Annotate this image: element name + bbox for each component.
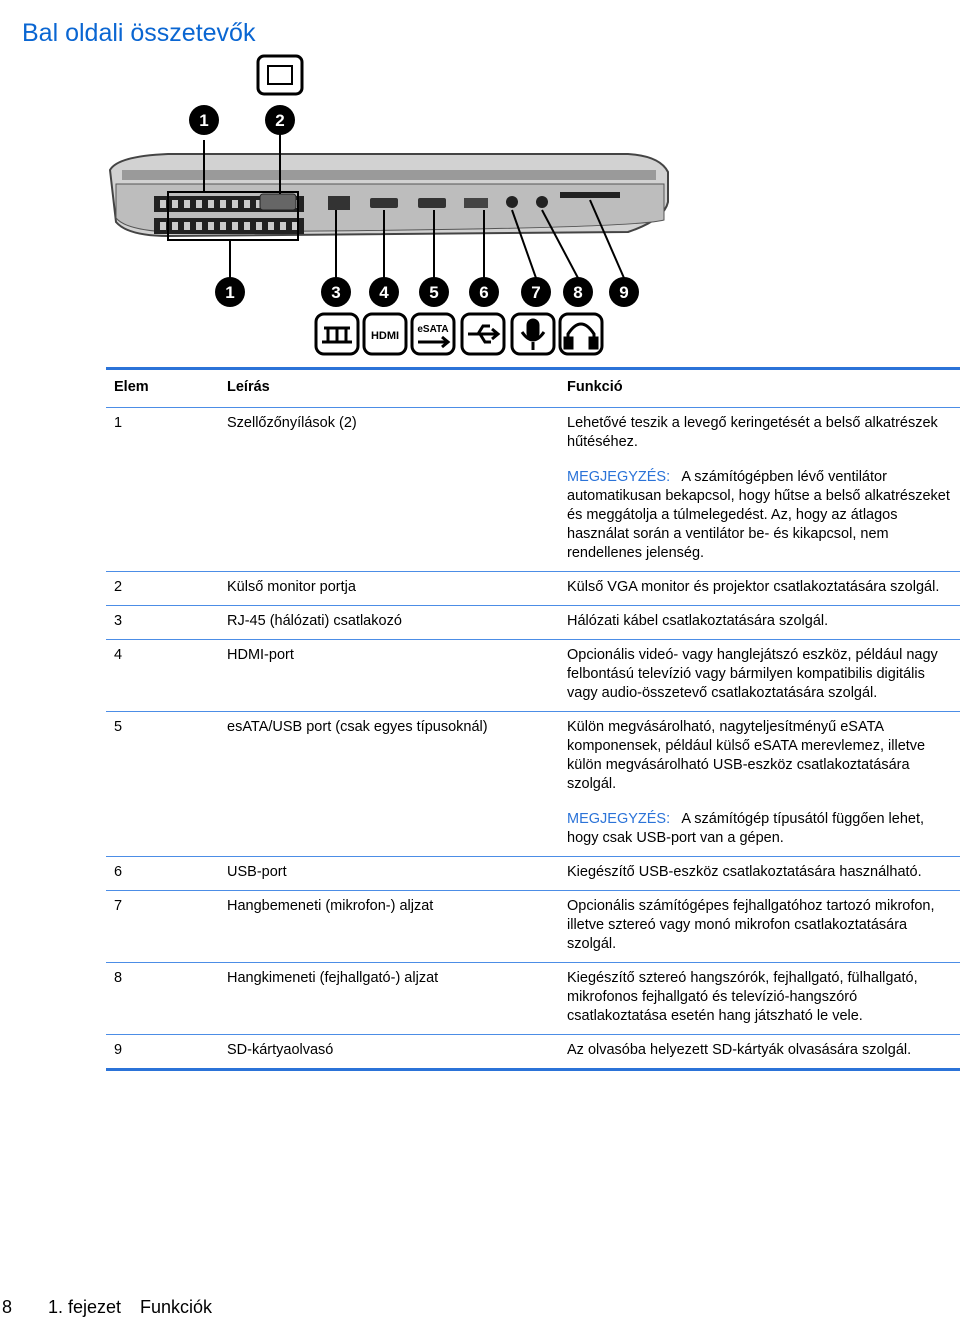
svg-text:2: 2 bbox=[275, 111, 285, 130]
table-row: 9 SD-kártyaolvasó Az olvasóba helyezett SD-kártyák olvasására szolgál. bbox=[106, 1034, 960, 1068]
hdmi-icon-label: HDMI bbox=[370, 330, 400, 342]
table-row: 4 HDMI-port Opcionális videó- vagy hanglejátszó eszköz, például nagy felbontású televízió vagy bármilyen kompatibilis digitális vagy audio-összetevő csatlakoztatására szolgál. bbox=[106, 639, 960, 711]
table-row: 3 RJ-45 (hálózati) csatlakozó Hálózati kábel csatlakoztatására szolgál. bbox=[106, 605, 960, 639]
note-label: MEGJEGYZÉS: bbox=[567, 811, 671, 827]
table-row: 1 Szellőzőnyílások (2) Lehetővé teszik a levegő keringetését a belső alkatrészek hűtéséhez. MEGJEGYZÉS: A számítógépben lévő ventilátor automatikusan bekapcsol, hogy hűtse a belső alkatrészeket és meggátolja a túlmelegedést. Az, hogy az átlagos használat során a ventilátor be- és kikapcsol, nem rendellenes jelenség. bbox=[106, 407, 960, 571]
table-header bbox=[106, 370, 960, 407]
svg-text:7: 7 bbox=[531, 283, 541, 302]
svg-text:8: 8 bbox=[573, 283, 583, 302]
page-number: 8 bbox=[2, 1297, 13, 1317]
svg-text:5: 5 bbox=[429, 283, 439, 302]
note: MEGJEGYZÉS: A számítógépben lévő ventilátor automatikusan bekapcsol, hogy hűtse a belső alkatrészeket és meggátolja a túlmelegedést. Az, hogy az átlagos használat során a ventilátor be- és kikapcsol, nem rendellenes jelenség. bbox=[567, 469, 950, 561]
svg-text:1: 1 bbox=[199, 111, 209, 130]
callout-1-bottom bbox=[215, 277, 245, 307]
usb-port bbox=[464, 198, 488, 208]
sd-card-slot bbox=[560, 192, 620, 198]
laptop-left-side-figure bbox=[108, 52, 678, 360]
callout-1-top bbox=[189, 105, 219, 135]
table-row: 2 Külső monitor portja Külső VGA monitor és projektor csatlakoztatására szolgál. bbox=[106, 571, 960, 605]
callout-4 bbox=[369, 277, 399, 307]
table-row: 6 USB-port Kiegészítő USB-eszköz csatlakoztatására használható. bbox=[106, 856, 960, 890]
svg-text:4: 4 bbox=[379, 283, 389, 302]
headphones-icon bbox=[560, 314, 602, 354]
microphone-icon bbox=[512, 314, 554, 354]
note: MEGJEGYZÉS: A számítógép típusától függően lehet, hogy csak USB-port van a gépen. bbox=[567, 811, 925, 846]
note-label: MEGJEGYZÉS: bbox=[567, 469, 671, 485]
header-desc: Leírás bbox=[227, 379, 270, 395]
components-table bbox=[106, 367, 960, 1071]
svg-text:6: 6 bbox=[479, 283, 489, 302]
network-icon bbox=[316, 314, 358, 354]
esata-port bbox=[418, 198, 446, 208]
usb-icon bbox=[462, 314, 504, 354]
callout-6 bbox=[469, 277, 499, 307]
table-row: 7 Hangbemeneti (mikrofon-) aljzat Opcionális számítógépes fejhallgatóhoz tartozó mikrofon, illetve sztereó vagy monó mikrofon csatlakoztatására szolgál. bbox=[106, 890, 960, 962]
callout-5 bbox=[419, 277, 449, 307]
callout-7 bbox=[521, 277, 551, 307]
svg-text:9: 9 bbox=[619, 283, 629, 302]
callout-9 bbox=[609, 277, 639, 307]
mic-jack bbox=[506, 196, 518, 208]
vga-port bbox=[260, 194, 296, 210]
table-row: 8 Hangkimeneti (fejhallgató-) aljzat Kiegészítő sztereó hangszórók, fejhallgató, fülhallgató, mikrofonos fejhallgató és televízió-hangszóró csatlakoztatása esetén hang játszható le vele. bbox=[106, 962, 960, 1034]
svg-text:3: 3 bbox=[331, 283, 341, 302]
callout-2-top bbox=[265, 105, 295, 135]
svg-text:1: 1 bbox=[225, 283, 235, 302]
headphone-jack bbox=[536, 196, 548, 208]
callout-3 bbox=[321, 277, 351, 307]
monitor-icon bbox=[258, 56, 302, 94]
table-row: 5 esATA/USB port (csak egyes típusoknál) Külön megvásárolható, nagyteljesítményű eSATA komponensek, például külső eSATA merevlemez, illetve külön megvásárolható USB-eszköz csatlakoztatására szolgál. MEGJEGYZÉS: A számítógép típusától függően lehet, hogy csak USB-port van a gépen. bbox=[106, 711, 960, 856]
rj45-port bbox=[328, 196, 350, 210]
page-title: Bal oldali összetevők bbox=[22, 18, 256, 47]
callout-8 bbox=[563, 277, 593, 307]
section-label: Funkciók bbox=[140, 1297, 213, 1317]
esata-icon-label: eSATA bbox=[417, 324, 449, 335]
hdmi-port bbox=[370, 198, 398, 208]
header-item: Elem bbox=[114, 379, 149, 395]
chapter-label: 1. fejezet bbox=[48, 1297, 122, 1317]
header-func: Funkció bbox=[567, 379, 623, 395]
